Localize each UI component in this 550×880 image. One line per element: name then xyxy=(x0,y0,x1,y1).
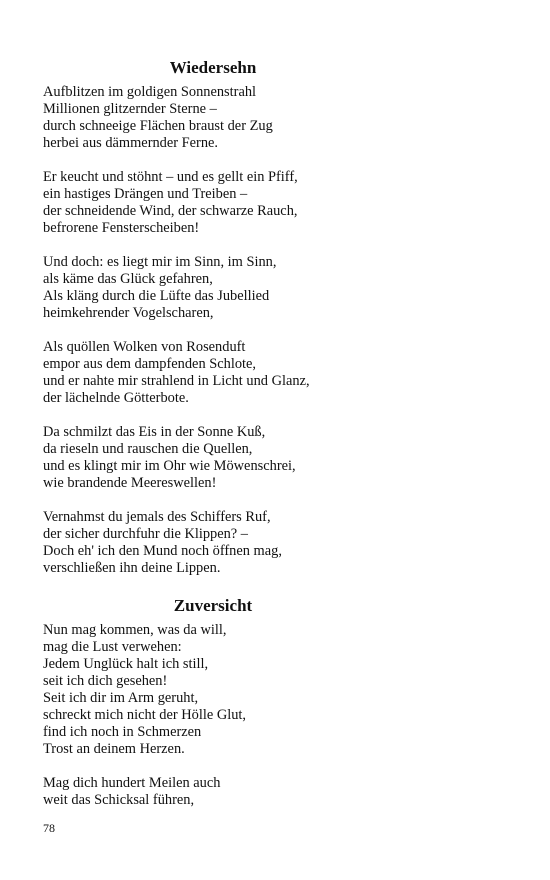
verse-line: und er nahte mir strahlend in Licht und Glanz, xyxy=(43,373,310,389)
poem-wiedersehn xyxy=(43,58,383,594)
verse-line: Er keucht und stöhnt – und es gellt ein Pfiff, xyxy=(43,169,298,185)
verse-line: der schneidende Wind, der schwarze Rauch, xyxy=(43,203,298,219)
verse-line: empor aus dem dampfenden Schlote, xyxy=(43,356,256,372)
verse-line: Und doch: es liegt mir im Sinn, im Sinn, xyxy=(43,254,277,270)
verse-line: befrorene Fensterscheiben! xyxy=(43,220,200,236)
verse-line: seit ich dich gesehen! xyxy=(43,673,168,689)
poem-zuversicht xyxy=(43,596,383,826)
verse-line: weit das Schicksal führen, xyxy=(43,792,195,808)
verse-line: Millionen glitzernder Sterne – xyxy=(43,101,217,117)
stanza xyxy=(43,339,383,407)
verse-line: Als quöllen Wolken von Rosenduft xyxy=(43,339,246,355)
verse-line: und es klingt mir im Ohr wie Möwenschrei, xyxy=(43,458,296,474)
verse-line: als käme das Glück gefahren, xyxy=(43,271,213,287)
verse-line: Da schmilzt das Eis in der Sonne Kuß, xyxy=(43,424,266,440)
verse-line: durch schneeige Flächen braust der Zug xyxy=(43,118,273,134)
verse-line: Nun mag kommen, was da will, xyxy=(43,622,227,638)
verse-line: Vernahmst du jemals des Schiffers Ruf, xyxy=(43,509,271,525)
poem-title: Zuversicht xyxy=(173,596,253,615)
verse-line: Mag dich hundert Meilen auch xyxy=(43,775,221,791)
stanza xyxy=(43,509,383,577)
verse-line: Doch eh' ich den Mund noch öffnen mag, xyxy=(43,543,282,559)
verse-line: ein hastiges Drängen und Treiben – xyxy=(43,186,248,202)
verse-line: Aufblitzen im goldigen Sonnenstrahl xyxy=(43,84,257,100)
stanza xyxy=(43,775,383,809)
verse-line: Als kläng durch die Lüfte das Jubellied xyxy=(43,288,270,304)
stanza xyxy=(43,254,383,322)
stanza xyxy=(43,424,383,492)
page-number: 78 xyxy=(43,821,55,835)
verse-line: herbei aus dämmernder Ferne. xyxy=(43,135,219,151)
verse-line: wie brandende Meereswellen! xyxy=(43,475,217,491)
verse-line: der lächelnde Götterbote. xyxy=(43,390,189,406)
verse-line: Jedem Unglück halt ich still, xyxy=(43,656,209,672)
verse-line: find ich noch in Schmerzen xyxy=(43,724,202,740)
verse-line: Trost an deinem Herzen. xyxy=(43,741,185,757)
verse-line: der sicher durchfuhr die Klippen? – xyxy=(43,526,248,542)
verse-line: heimkehrender Vogelscharen, xyxy=(43,305,214,321)
poem-title: Wiedersehn xyxy=(169,58,257,77)
verse-line: verschließen ihn deine Lippen. xyxy=(43,560,221,576)
verse-line: da rieseln und rauschen die Quellen, xyxy=(43,441,253,457)
verse-line: schreckt mich nicht der Hölle Glut, xyxy=(43,707,247,723)
verse-line: Seit ich dir im Arm geruht, xyxy=(43,690,199,706)
stanza xyxy=(43,169,383,237)
stanza xyxy=(43,84,383,152)
stanza xyxy=(43,622,383,758)
verse-line: mag die Lust verwehen: xyxy=(43,639,182,655)
